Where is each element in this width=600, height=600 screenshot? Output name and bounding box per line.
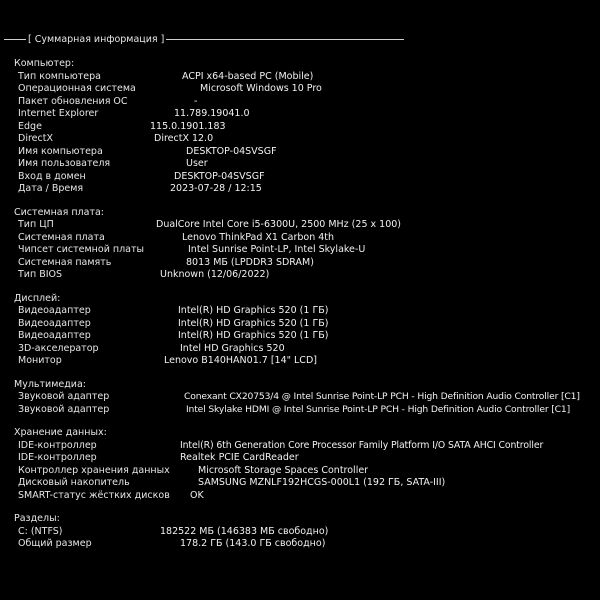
info-row[interactable] — [14, 244, 594, 257]
info-row[interactable] — [14, 526, 594, 539]
row-value: 115.0.1901.183 — [150, 120, 226, 132]
row-value: 182522 МБ (146383 МБ свободно) — [160, 525, 329, 537]
row-label: Видеоадаптер — [18, 317, 91, 329]
info-row[interactable] — [14, 305, 594, 318]
row-value: DESKTOP-04SVSGF — [174, 170, 265, 182]
row-label: C: (NTFS) — [18, 525, 63, 537]
row-value: Intel Sunrise Point-LP, Intel Skylake-U — [188, 244, 366, 255]
section-title: Разделы: — [14, 513, 60, 524]
row-label: SMART-статус жёстких дисков — [18, 489, 170, 501]
info-row[interactable] — [14, 146, 594, 159]
info-row[interactable] — [14, 121, 594, 134]
section-motherboard — [14, 207, 594, 282]
row-label: Тип компьютера — [18, 70, 101, 82]
row-label: Имя пользователя — [18, 158, 111, 169]
row-label: Общий размер — [18, 538, 92, 549]
section-computer — [14, 58, 594, 196]
row-value: Realtek PCIE CardReader — [180, 452, 299, 463]
section-title: Компьютер: — [14, 58, 75, 69]
section-title: Системная плата: — [14, 206, 105, 218]
info-row[interactable] — [14, 343, 594, 356]
row-label: Дисковый накопитель — [18, 477, 130, 488]
row-label: Видеоадаптер — [18, 305, 91, 316]
row-label: Пакет обновления ОС — [18, 95, 128, 107]
row-label: Тип ЦП — [18, 219, 54, 230]
section-storage — [14, 427, 594, 502]
row-label: Системная память — [18, 256, 112, 268]
row-value: 8013 МБ (LPDDR3 SDRAM) — [186, 256, 314, 268]
info-row[interactable] — [14, 96, 594, 109]
info-row[interactable] — [14, 183, 594, 196]
row-label: Internet Explorer — [18, 108, 99, 119]
info-row[interactable] — [14, 391, 594, 404]
section-multimedia — [14, 379, 594, 417]
info-row[interactable] — [14, 269, 594, 282]
info-row[interactable] — [14, 355, 594, 368]
row-value: Intel(R) HD Graphics 520 (1 ГБ) — [178, 305, 329, 316]
row-label: Видеоадаптер — [18, 330, 91, 341]
row-label: Звуковой адаптер — [18, 391, 110, 402]
row-label: DirectX — [18, 133, 53, 144]
row-label: Звуковой адаптер — [18, 403, 110, 415]
row-label: IDE-контроллер — [18, 452, 97, 463]
row-value: DualCore Intel Core i5-6300U, 2500 MHz (25 x 100) — [156, 219, 401, 230]
row-label: IDE-контроллер — [18, 439, 97, 451]
row-value: Lenovo ThinkPad X1 Carbon 4th — [182, 231, 335, 243]
row-label: Тип BIOS — [18, 269, 63, 280]
info-row[interactable] — [14, 490, 594, 503]
summary-content — [14, 58, 594, 562]
info-row[interactable] — [14, 538, 594, 551]
row-value: Lenovo B140HAN01.7 [14" LCD] — [164, 355, 317, 366]
row-value: Intel HD Graphics 520 — [180, 342, 285, 354]
info-row[interactable] — [14, 83, 594, 96]
section-header — [4, 32, 404, 46]
info-row[interactable] — [14, 318, 594, 331]
row-value: User — [186, 158, 208, 169]
row-value: ACPI x64-based PC (Mobile) — [182, 70, 314, 82]
row-label: Вход в домен — [18, 170, 86, 182]
row-value: OK — [190, 489, 204, 501]
section-display — [14, 293, 594, 368]
row-value: - — [194, 95, 198, 107]
row-value: Intel Skylake HDMI @ Intel Sunrise Point-LP PCH - High Definition Audio Controller [C1] — [186, 403, 571, 415]
row-value: 178.2 ГБ (143.0 ГБ свободно) — [180, 538, 326, 549]
row-value: Microsoft Windows 10 Pro — [200, 83, 322, 94]
row-label: 3D-акселератор — [18, 342, 99, 354]
row-value: Unknown (12/06/2022) — [160, 269, 270, 280]
info-row[interactable] — [14, 465, 594, 478]
info-row[interactable] — [14, 219, 594, 232]
header-title: [ Суммарная информация ] — [28, 33, 165, 45]
row-label: Монитор — [18, 355, 62, 366]
row-value: Intel(R) HD Graphics 520 (1 ГБ) — [178, 330, 329, 341]
row-value: SAMSUNG MZNLF192HCGS-000L1 (192 ГБ, SATA-III) — [198, 477, 446, 488]
info-row[interactable] — [14, 452, 594, 465]
section-title: Хранение данных: — [14, 427, 107, 438]
row-value: Microsoft Storage Spaces Controller — [198, 464, 369, 476]
row-label: Контроллер хранения данных — [18, 464, 170, 476]
header-rule-right — [166, 39, 404, 40]
header-rule-left — [4, 39, 26, 40]
row-value: 11.789.19041.0 — [174, 108, 250, 119]
row-label: Системная плата — [18, 231, 105, 243]
section-partitions — [14, 513, 594, 551]
info-row[interactable] — [14, 158, 594, 171]
info-row[interactable] — [14, 232, 594, 245]
info-row[interactable] — [14, 108, 594, 121]
info-row[interactable] — [14, 330, 594, 343]
info-row[interactable] — [14, 171, 594, 184]
info-row[interactable] — [14, 440, 594, 453]
row-label: Имя компьютера — [18, 145, 103, 157]
row-value: Intel(R) 6th Generation Core Processor Family Platform I/O SATA AHCI Controller — [180, 439, 544, 451]
row-value: DirectX 12.0 — [154, 133, 214, 144]
row-label: Дата / Время — [18, 183, 84, 194]
info-row[interactable] — [14, 477, 594, 490]
row-label: Чипсет системной платы — [18, 244, 145, 255]
info-row[interactable] — [14, 71, 594, 84]
info-row[interactable] — [14, 404, 594, 417]
row-value: 2023-07-28 / 12:15 — [170, 183, 262, 194]
info-row[interactable] — [14, 257, 594, 270]
info-row[interactable] — [14, 133, 594, 146]
row-value: Intel(R) HD Graphics 520 (1 ГБ) — [178, 317, 329, 329]
section-title: Мультимедиа: — [14, 378, 86, 390]
row-label: Операционная система — [18, 83, 136, 94]
row-label: Edge — [18, 120, 42, 132]
row-value: DESKTOP-04SVSGF — [186, 145, 277, 157]
section-title: Дисплей: — [14, 292, 61, 304]
row-value: Conexant CX20753/4 @ Intel Sunrise Point-LP PCH - High Definition Audio Controller [C1] — [184, 391, 580, 402]
